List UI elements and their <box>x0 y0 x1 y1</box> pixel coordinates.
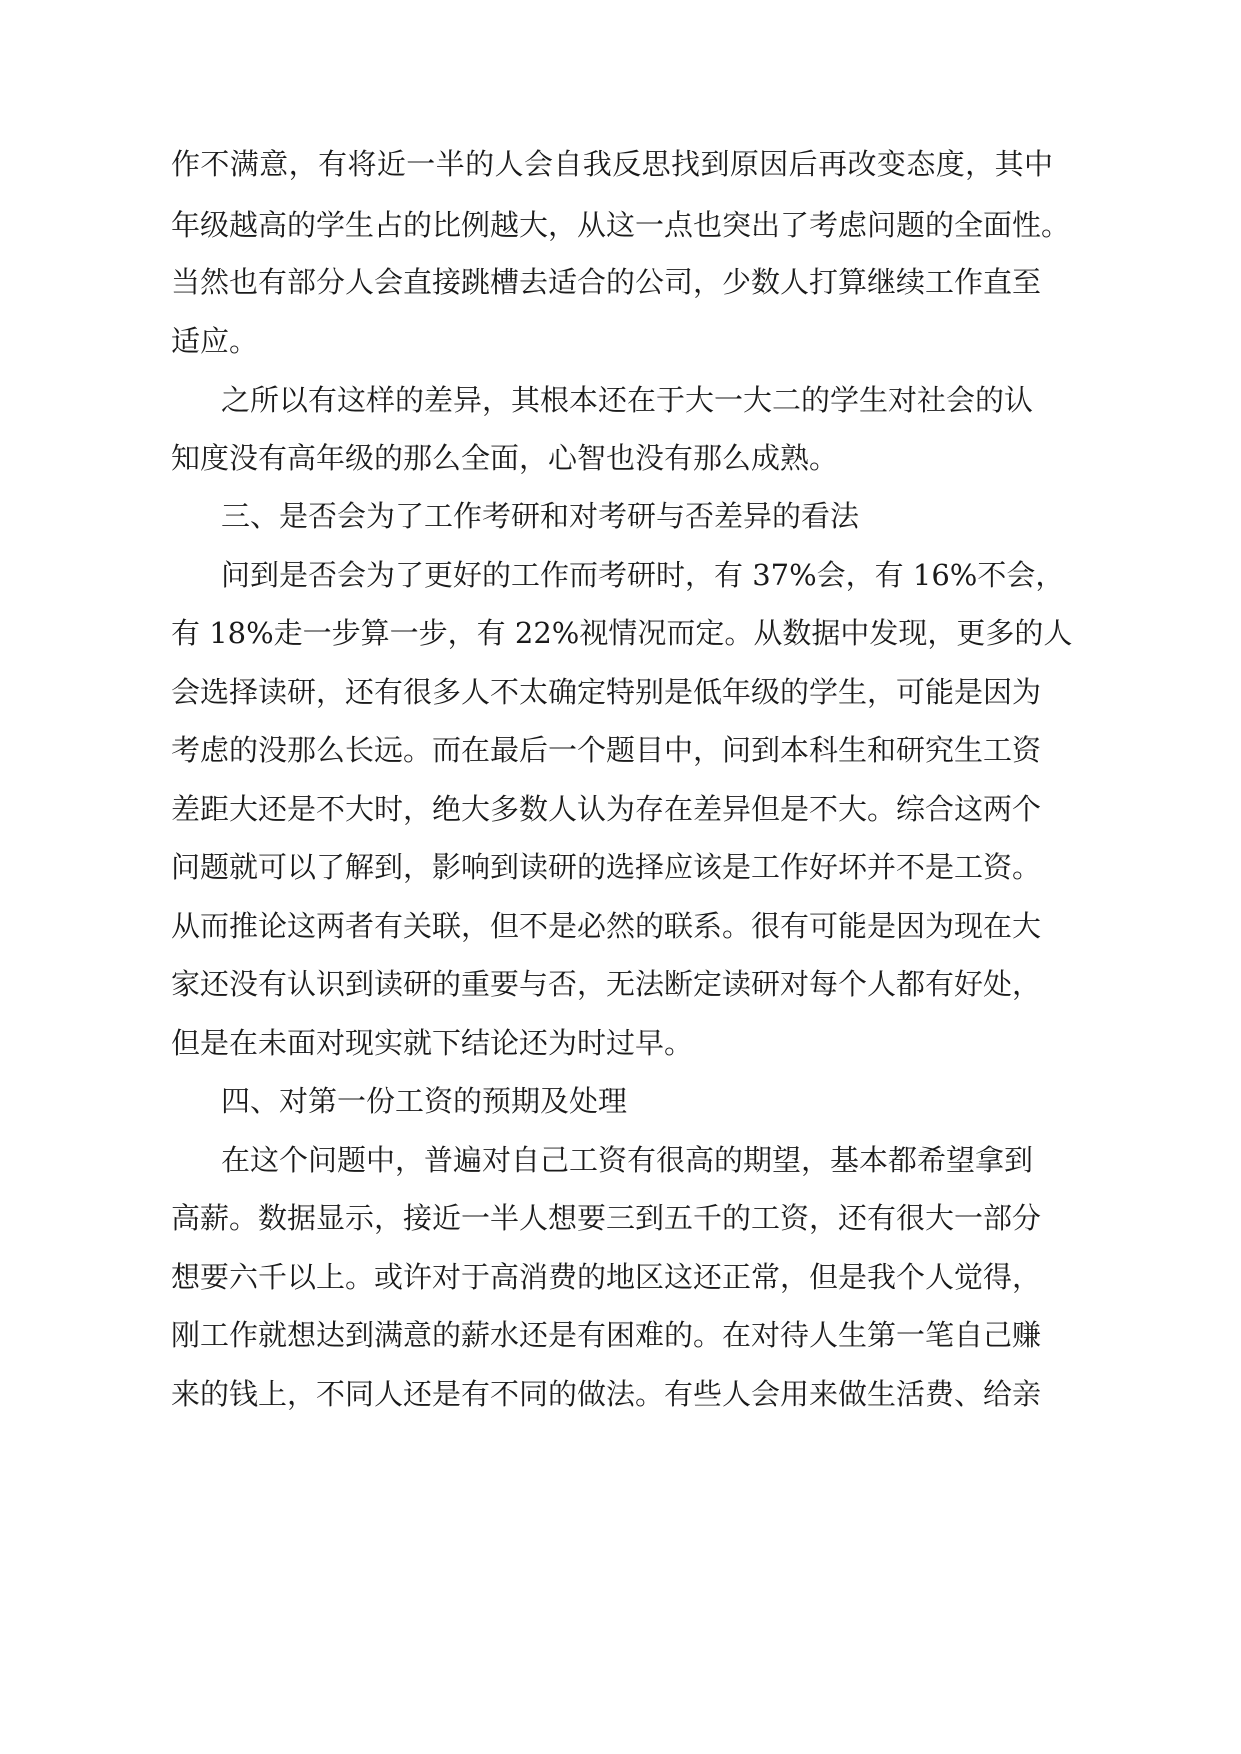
text-line: 在这个问题中，普遍对自己工资有很高的期望，基本都希望拿到 <box>221 1143 1034 1177</box>
text-line: 但是在未面对现实就下结论还为时过早。 <box>171 1026 694 1060</box>
text-line: 差距大还是不大时，绝大多数人认为存在差异但是不大。综合这两个 <box>171 792 1042 826</box>
text-line: 想要六千以上。或许对于高消费的地区这还正常，但是我个人觉得， <box>171 1260 1042 1294</box>
text-line: 刚工作就想达到满意的薪水还是有困难的。在对待人生第一笔自己赚 <box>171 1318 1042 1352</box>
text-line: 会选择读研，还有很多人不太确定特别是低年级的学生，可能是因为 <box>171 675 1042 709</box>
text-line: 适应。 <box>171 324 259 358</box>
text-line: 年级越高的学生占的比例越大，从这一点也突出了考虑问题的全面性。 <box>171 208 1071 242</box>
section-heading: 三、是否会为了工作考研和对考研与否差异的看法 <box>221 499 860 533</box>
text-line: 高薪。数据显示，接近一半人想要三到五千的工资，还有很大一部分 <box>171 1201 1042 1235</box>
text-line: 来的钱上，不同人还是有不同的做法。有些人会用来做生活费、给亲 <box>171 1377 1042 1411</box>
text-line: 从而推论这两者有关联，但不是必然的联系。很有可能是因为现在大 <box>171 909 1042 943</box>
section-heading: 四、对第一份工资的预期及处理 <box>221 1084 628 1118</box>
text-line: 之所以有这样的差异，其根本还在于大一大二的学生对社会的认 <box>221 383 1034 417</box>
text-line: 有 18%走一步算一步，有 22%视情况而定。从数据中发现，更多的人 <box>171 616 1073 650</box>
text-line: 知度没有高年级的那么全面，心智也没有那么成熟。 <box>171 441 839 475</box>
text-line: 当然也有部分人会直接跳槽去适合的公司，少数人打算继续工作直至 <box>171 265 1042 299</box>
text-line: 作不满意，有将近一半的人会自我反思找到原因后再改变态度，其中 <box>171 147 1053 181</box>
text-line: 家还没有认识到读研的重要与否，无法断定读研对每个人都有好处， <box>171 967 1042 1001</box>
text-line: 问题就可以了解到，影响到读研的选择应该是工作好坏并不是工资。 <box>171 850 1042 884</box>
text-line: 考虑的没那么长远。而在最后一个题目中，问到本科生和研究生工资 <box>171 733 1042 767</box>
text-line: 问到是否会为了更好的工作而考研时，有 37%会，有 16%不会， <box>221 558 1065 592</box>
